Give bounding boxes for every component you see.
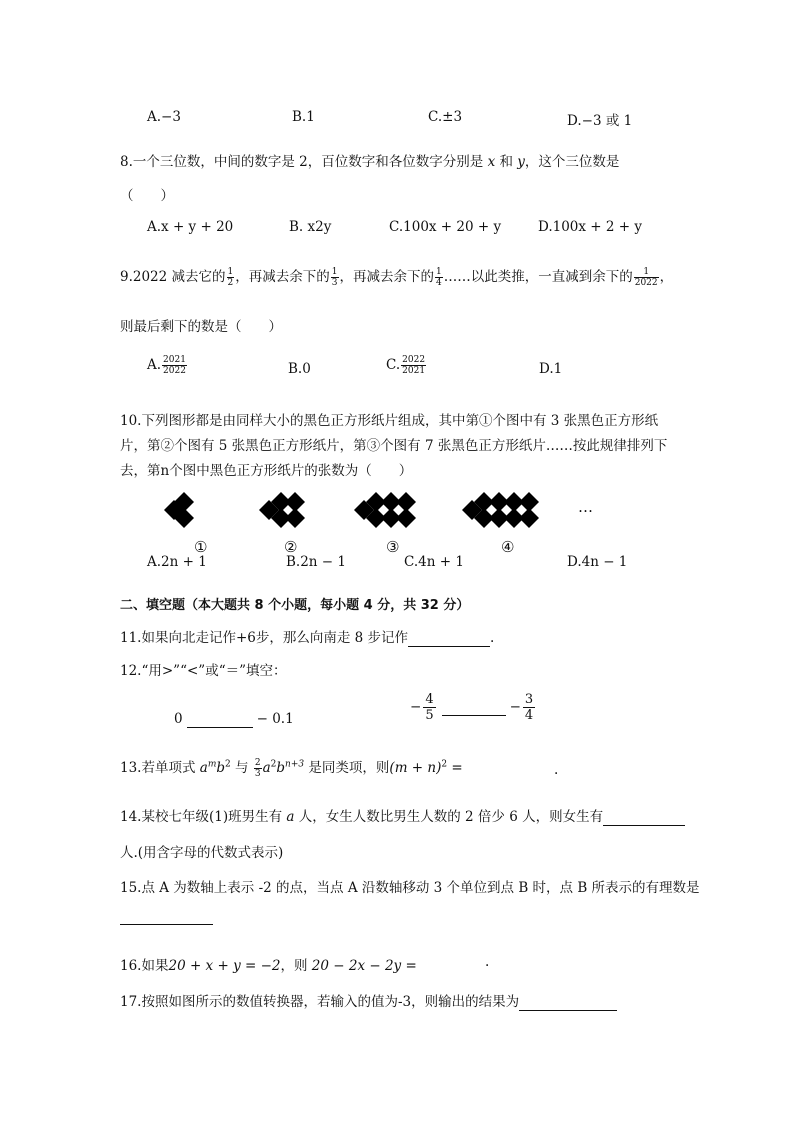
answer-blank: [408, 630, 490, 647]
q10-label-1: ①: [194, 538, 208, 556]
q12-left: 0 − 0.1: [174, 711, 294, 727]
section-heading: 二、填空题（本大题共 8 个小题，每小题 4 分，共 32 分）: [120, 598, 470, 613]
figure-4: [462, 492, 539, 528]
fraction: $\frac{1}{3}$: [331, 267, 338, 288]
q12-stem: 12.“用>”“<”或“＝”填空：: [120, 663, 287, 679]
figure-1: [164, 492, 194, 528]
q7-option-b: B.1: [292, 109, 315, 125]
answer-blank: [442, 699, 506, 716]
q7-option-c: C.±3: [428, 109, 463, 125]
q8-paren: （ ）: [120, 188, 174, 204]
fraction: $\frac{2022}{2021}$: [402, 355, 426, 376]
fraction: $\frac{4}{5}$: [425, 692, 434, 723]
q10-option-b: B.2n − 1: [286, 554, 346, 570]
fraction: $\frac{2}{3}$: [254, 758, 261, 779]
fraction: $\frac{1}{4}$: [436, 267, 442, 288]
q10-option-a: A.2n + 1: [147, 554, 207, 570]
q16-end: .: [485, 954, 490, 970]
q10-label-2: ②: [284, 538, 298, 556]
answer-blank: [120, 908, 213, 925]
q8-stem: 8.一个三位数，中间的数字是 2，百位数字和各位数字分别是 x 和 y，这个三位数是: [120, 154, 620, 170]
q14-line2: 人.(用含字母的代数式表示): [120, 845, 284, 861]
q8-option-a: A.x + y + 20: [147, 219, 234, 235]
q10-line3: 去，第n个图中黑色正方形纸片的张数为（ ）: [120, 463, 413, 479]
q10-figures: [160, 488, 640, 558]
q10-option-c: C.4n + 1: [404, 554, 464, 570]
q9-option-a: A. $\frac{2021}{2022}$: [147, 355, 186, 376]
q7-option-d: D.−3 或 1: [567, 113, 633, 129]
q12-right: − $\frac{4}{5}$ − $\frac{3}{4}$: [410, 692, 534, 723]
q11-stem: 11.如果向北走记作+6步，那么向南走 8 步记作 .: [120, 630, 495, 646]
q10-option-d: D.4n − 1: [567, 554, 628, 570]
q13-end: .: [554, 762, 559, 778]
q10-label-4: ④: [501, 538, 515, 556]
figure-3: [354, 492, 416, 528]
q9-option-d: D.1: [539, 361, 563, 377]
fraction: $\frac{1}{2022}$: [634, 267, 658, 288]
answer-blank: [603, 809, 685, 826]
q16-stem: 16.如果20 + x + y = −2，则 20 − 2x − 2y =: [120, 958, 417, 974]
q9-stem: 9.2022 减去它的 $\frac{1}{2}$ ，再减去余下的 $\frac{1}{3}$ ，再减去余下的 $\frac{1}{4}$ ……以此类推，一直减到余下的 $\frac{1}{2022}$ ，: [120, 267, 674, 288]
q17-stem: 17.按照如图所示的数值转换器，若输入的值为-3，则输出的结果为: [120, 990, 617, 1011]
answer-blank: [187, 711, 253, 728]
q10-ellipsis: …: [578, 498, 593, 516]
q10-line1: 10.下列图形都是由同样大小的黑色正方形纸片组成，其中第①个图中有 3 张黑色正方形纸: [120, 413, 659, 429]
fraction: $\frac{2021}{2022}$: [163, 355, 186, 376]
fraction: $\frac{3}{4}$: [524, 692, 534, 723]
q14-stem: 14.某校七年级(1)班男生有 a 人，女生人数比男生人数的 2 倍少 6 人，则女生有: [120, 805, 685, 826]
q8-option-c: C.100x + 20 + y: [389, 219, 502, 235]
figure-2: [259, 492, 305, 528]
q15-stem: 15.点 A 为数轴上表示 -2 的点，当点 A 沿数轴移动 3 个单位到点 B 时，点 B 所表示的有理数是: [120, 880, 700, 896]
answer-blank: [519, 994, 617, 1011]
q9-line2: 则最后剩下的数是（ ）: [120, 319, 282, 335]
q8-option-d: D.100x + 2 + y: [538, 219, 643, 235]
q8-option-b: B. x2y: [289, 219, 332, 235]
q9-option-c: C. $\frac{2022}{2021}$: [386, 355, 426, 376]
q7-option-a: A.−3: [147, 109, 181, 125]
fraction: $\frac{1}{2}$: [227, 267, 234, 288]
q10-label-3: ③: [386, 538, 400, 556]
q13-stem: 13.若单项式 $a^mb^2$ 与 $\frac{2}{3}$ $a^2b^{n+3}$ 是同类项，则$(m + n)^2$ =: [120, 758, 463, 779]
q10-line2: 片，第②个图有 5 张黑色正方形纸片，第③个图有 7 张黑色正方形纸片……按此规律排列下: [120, 438, 668, 454]
q9-option-b: B.0: [288, 361, 311, 377]
